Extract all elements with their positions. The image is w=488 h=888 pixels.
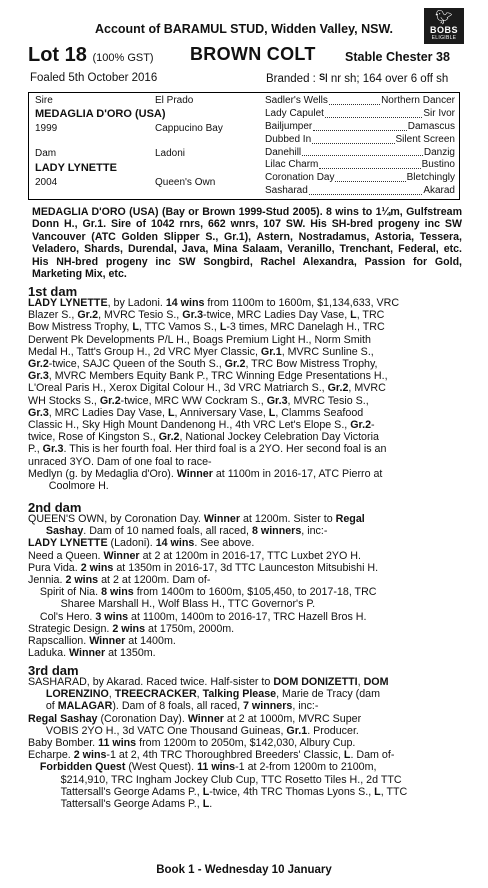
text-line: Jennia. 2 wins at 2 at 1200m. Dam of- bbox=[28, 574, 211, 587]
ancestor-row bbox=[265, 185, 455, 198]
branded-line: Branded : S| nr sh; 164 over 6 off sh bbox=[266, 72, 449, 85]
lot-description: BROWN COLT bbox=[190, 44, 316, 64]
text-line: of MALAGAR). Dam of 8 foals, all raced, 7 winners, inc:- bbox=[28, 700, 319, 713]
text-line: Spirit of Nia. 8 wins from 1400m to 1600m, $105,450, to 2017-18, TRC bbox=[28, 586, 377, 599]
sire-label: Sire bbox=[35, 95, 53, 106]
footer-book-date: Book 1 - Wednesday 10 January bbox=[156, 864, 332, 876]
text-line: Sashay. Dam of 10 named foals, all raced, 8 winners, inc:- bbox=[45, 525, 328, 538]
text-line: LORENZINO, TREECRACKER, Talking Please, Marie de Tracy (dam bbox=[45, 688, 381, 701]
ancestor-left: Coronation Day bbox=[265, 172, 335, 184]
ancestor-right: Northern Dancer bbox=[381, 95, 455, 106]
ancestor-right: Akarad bbox=[423, 185, 455, 197]
text-line: Sharee Marshall H., Wolf Blass H., TTC Governor's P. bbox=[28, 598, 316, 611]
text-line: Bow Mistress Trophy, L, TTC Vamos S., L-3 times, MRC Danelagh H., TRC bbox=[28, 321, 385, 334]
dam-year: 2004 bbox=[35, 177, 58, 188]
text-line: Blazer S., Gr.2, MVRC Tesio S., Gr.3-twice, MRC Ladies Day Vase, L, TRC bbox=[28, 309, 385, 322]
ancestor-left: Lady Capulet bbox=[265, 107, 324, 119]
first-dam-text bbox=[28, 297, 399, 492]
text-line: Baby Bomber. 11 wins from 1200m to 2050m, $142,030, Albury Cup. bbox=[28, 737, 356, 750]
third-generation bbox=[265, 95, 457, 198]
ancestor-row bbox=[265, 121, 455, 134]
sire-name: MEDAGLIA D'ORO (USA) bbox=[35, 108, 166, 120]
ancestor-row bbox=[265, 172, 455, 185]
text-line: Forbidden Quest (West Quest). 11 wins-1 at 2-from 1200m to 2100m, bbox=[39, 761, 377, 774]
text-line: unraced 3YO. Dam of one foal to race- bbox=[28, 455, 212, 468]
text-line: Echarpe. 2 wins-1 at 2, 4th TRC Thoroughbred Breeders' Classic, L. Dam of- bbox=[28, 749, 395, 762]
text-line: Gr.3, MRC Ladies Day Vase, L, Anniversary Vase, L, Clamms Seafood bbox=[28, 406, 364, 419]
ancestor-row bbox=[265, 108, 455, 121]
text-line: $214,910, TRC Ingham Jockey Club Cup, TTC Rosetto Tiles H., 2d TTC bbox=[28, 773, 402, 786]
text-line: SASHARAD, by Akarad. Raced twice. Half-sister to DOM DONIZETTI, DOM bbox=[28, 676, 389, 688]
third-dam-text bbox=[28, 676, 407, 810]
dam-sire: Ladoni bbox=[155, 148, 186, 159]
ancestor-left: Sasharad bbox=[265, 185, 308, 197]
sire-dam: Cappucino Bay bbox=[155, 123, 223, 134]
pedigree-table bbox=[28, 92, 460, 200]
sire-year: 1999 bbox=[35, 123, 58, 134]
ancestor-row bbox=[265, 134, 455, 147]
stable-label: Stable Chester 38 bbox=[345, 50, 450, 64]
ancestor-right: Damascus bbox=[407, 120, 455, 132]
ancestor-right: Sir Ivor bbox=[423, 107, 455, 119]
text-line: Regal Sashay (Coronation Day). Winner at 2 at 1000m, MVRC Super bbox=[28, 712, 362, 725]
ancestor-right: Danzig bbox=[423, 146, 455, 158]
text-line: L'Oreal Paris H., Xerox Digital Colour H., 3d VRC Matriarch S., Gr.2, MVRC bbox=[28, 382, 386, 395]
second-dam-text bbox=[28, 513, 378, 659]
text-line: Derwent Pk Developments P/L H., Boags Premium Light H., Norm Smith bbox=[28, 333, 371, 346]
text-line: Laduka. Winner at 1350m. bbox=[28, 647, 156, 660]
bird-icon: 🐦︎ bbox=[435, 9, 453, 25]
brand-mark: S| bbox=[319, 72, 328, 82]
text-line: twice, Rose of Kingston S., Gr.2, National Jockey Celebration Day Victoria bbox=[28, 431, 379, 444]
text-line: Medal H., Tatt's Group H., 2d VRC Myer Classic, Gr.1, MVRC Sunline S., bbox=[28, 345, 374, 358]
foaled-date: Foaled 5th October 2016 bbox=[30, 72, 158, 84]
ancestor-left: Lilac Charm bbox=[265, 159, 319, 171]
text-line: Rapscallion. Winner at 1400m. bbox=[28, 635, 176, 648]
ancestor-right: Silent Screen bbox=[395, 133, 455, 145]
ancestor-left: Dubbed In bbox=[265, 133, 312, 145]
ancestor-right: Bletchingly bbox=[406, 172, 455, 184]
text-line: Medlyn (g. by Medaglia d'Oro). Winner at 1100m in 2016-17, ATC Pierro at bbox=[28, 467, 383, 480]
text-line: P., Gr.3. This is her fourth foal. Her third foal is a 2YO. Her second foal is an bbox=[28, 443, 387, 456]
ancestor-row bbox=[265, 147, 455, 160]
dam-name: LADY LYNETTE bbox=[35, 162, 117, 174]
second-dam-heading: 2nd dam bbox=[28, 500, 82, 515]
text-line: QUEEN'S OWN, by Coronation Day. Winner at 1200m. Sister to Regal bbox=[28, 513, 365, 525]
text-line: LADY LYNETTE, by Ladoni. 14 wins from 1100m to 1600m, $1,134,633, VRC bbox=[28, 297, 400, 309]
dam-label: Dam bbox=[35, 148, 57, 159]
account-header: Account of BARAMUL STUD, Widden Valley, NSW. bbox=[94, 22, 394, 36]
sire-paragraph: MEDAGLIA D'ORO (USA) (Bay or Brown 1999-Stud 2005). 8 wins to 1¼m, Gulfstream Donn H., Gr.1. Sire of 1042 rnrs, 662 wnrs, 107 SW. His SH-bred progeny inc SW Vancouver (ATC Golden Slipper S., Gr.1), Astern, Nostradamus, Astoria, Tessera, Veladero, Shards, Durendal, Java, Mina Salaam, Veranillo, Trenchant, Federal, etc. His NH-bred progeny inc SW Songbird, Rachel Alexandra, Passion for Gold, Marketing Mix, etc. bbox=[32, 206, 462, 281]
bobs-eligible-logo: 🐦︎ BOBS ELIGIBLE bbox=[424, 8, 464, 44]
text-line: WH Stocks S., Gr.2-twice, MRC WW Cockram S., Gr.3, MVRC Tesio S., bbox=[28, 394, 369, 407]
text-line: Gr.3, MVRC Members Equity Bank P., TRC Winning Edge Presentations H., bbox=[28, 370, 388, 383]
first-dam-heading: 1st dam bbox=[28, 284, 78, 299]
ancestor-row bbox=[265, 95, 455, 108]
text-line: Pura Vida. 2 wins at 1350m in 2016-17, 3d TTC Launceston Mitsubishi H. bbox=[28, 561, 379, 574]
ancestor-left: Sadler's Wells bbox=[265, 95, 328, 106]
text-line: LADY LYNETTE (Ladoni). 14 wins. See above. bbox=[28, 537, 255, 550]
ancestor-right: Bustino bbox=[421, 159, 455, 171]
ancestor-left: Danehill bbox=[265, 146, 302, 158]
text-line: Classic H., Sky High Mount Dandenong H., 4th VRC Let's Elope S., Gr.2- bbox=[28, 419, 375, 432]
ancestor-row bbox=[265, 159, 455, 172]
text-line: Strategic Design. 2 wins at 1750m, 2000m. bbox=[28, 622, 235, 635]
sire-sire: El Prado bbox=[155, 95, 194, 106]
text-line: Need a Queen. Winner at 2 at 1200m in 2016-17, TTC Luxbet 2YO H. bbox=[28, 549, 361, 562]
text-line: Coolmore H. bbox=[28, 480, 109, 493]
text-line: Col's Hero. 3 wins at 1100m, 1400m to 2016-17, TRC Hazell Bros H. bbox=[28, 610, 367, 623]
dam-dam: Queen's Own bbox=[155, 177, 216, 188]
text-line: VOBIS 2YO H., 3d VATC One Thousand Guineas, Gr.1. Producer. bbox=[28, 724, 359, 737]
third-dam-heading: 3rd dam bbox=[28, 663, 79, 678]
ancestor-left: Bailjumper bbox=[265, 120, 313, 132]
text-line: Gr.2-twice, SAJC Queen of the South S., Gr.2, TRC Bow Mistress Trophy, bbox=[28, 358, 378, 371]
lot-number: Lot 18 (100% GST) bbox=[28, 44, 154, 66]
text-line: Tattersall's George Adams P., L. bbox=[28, 798, 213, 811]
text-line: Tattersall's George Adams P., L-twice, 4th TRC Thomas Lyons S., L, TTC bbox=[28, 785, 408, 798]
